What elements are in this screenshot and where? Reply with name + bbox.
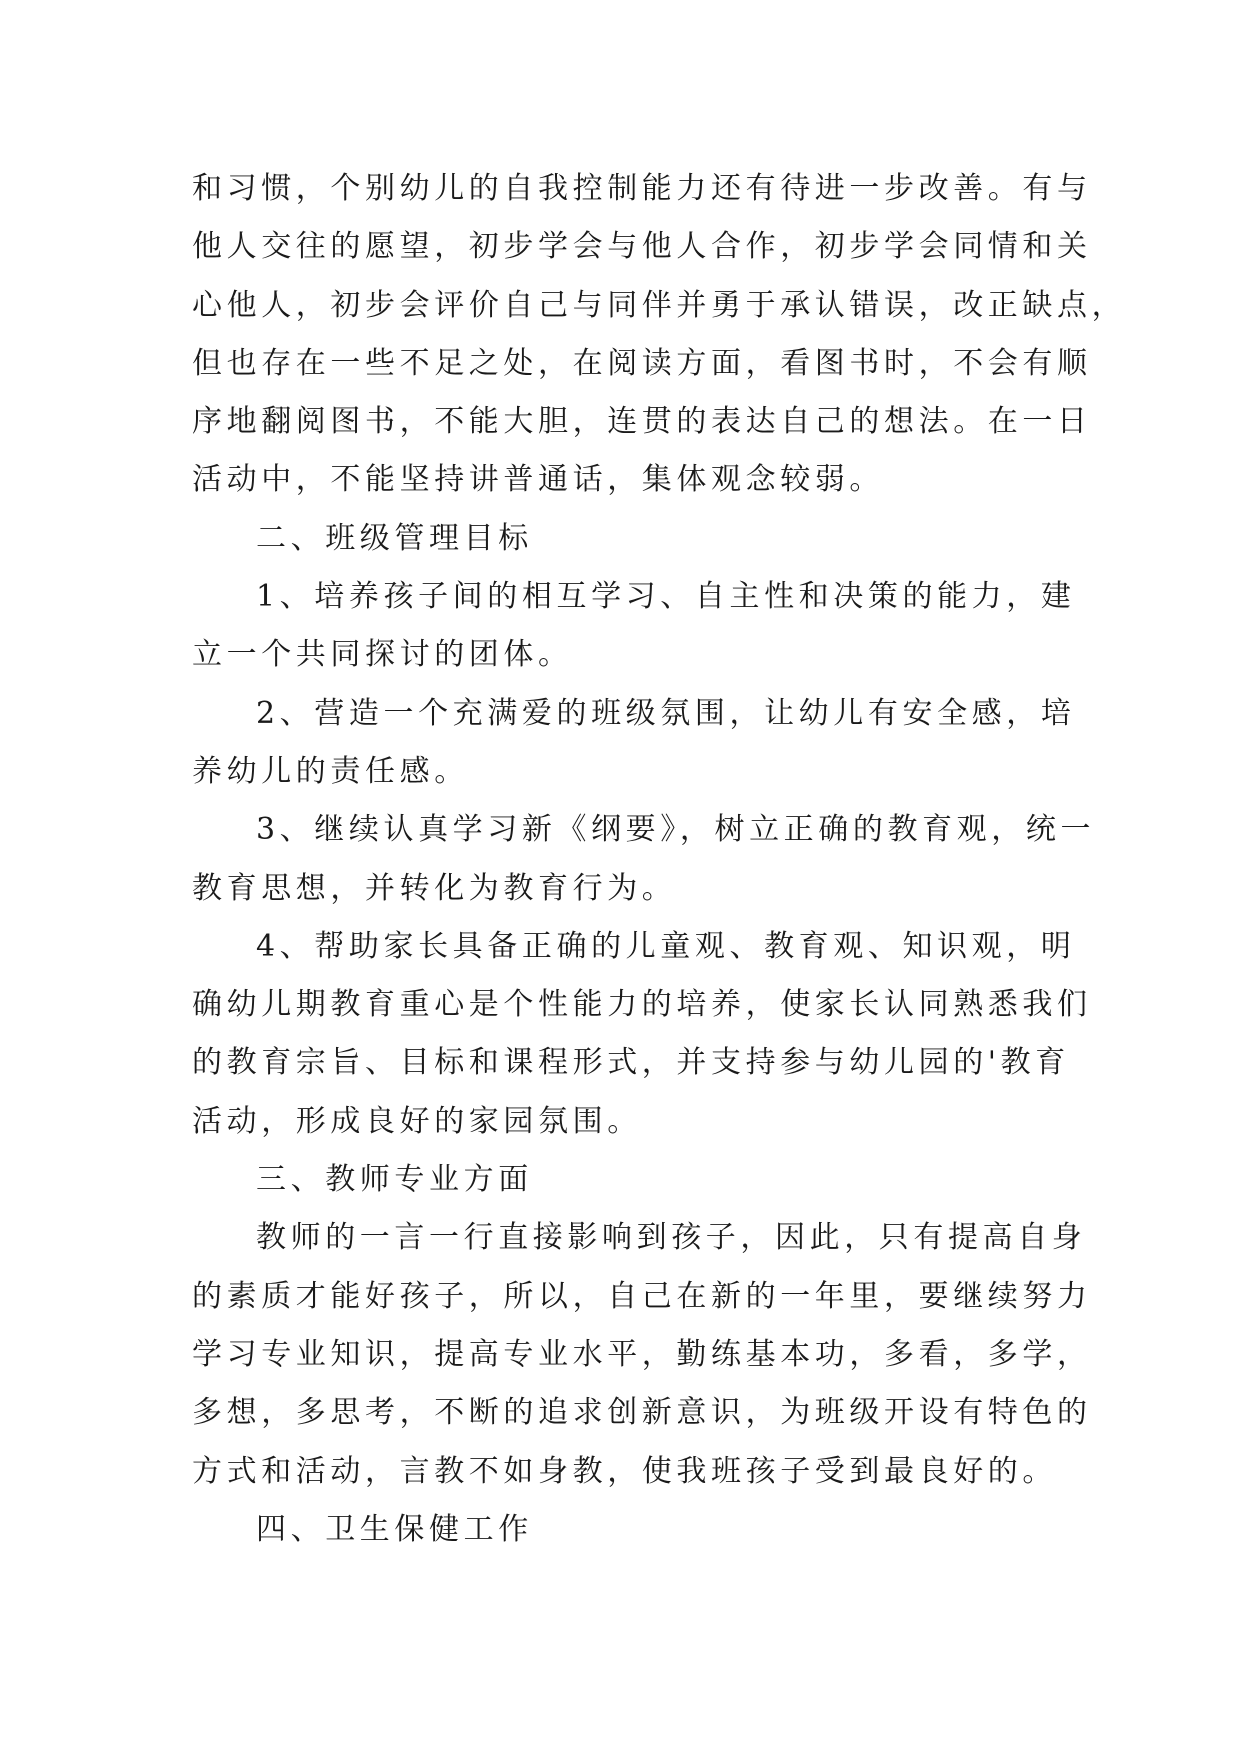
text-line: 和习惯，个别幼儿的自我控制能力还有待进一步改善。有与: [192, 171, 1092, 206]
text-line: 但也存在一些不足之处，在阅读方面，看图书时，不会有顺: [192, 345, 1092, 381]
list-item: 2、营造一个充满爱的班级氛围，让幼儿有安全感，培: [256, 695, 1076, 731]
text-line: 方式和活动，言教不如身教，使我班孩子受到最良好的。: [192, 1453, 1057, 1489]
list-item: 4、帮助家长具备正确的儿童观、教育观、知识观，明: [256, 928, 1076, 964]
section-heading: 四、卫生保健工作: [256, 1511, 533, 1547]
section-heading: 三、教师专业方面: [256, 1162, 533, 1198]
text-line: 序地翻阅图书，不能大胆，连贯的表达自己的想法。在一日: [192, 404, 1092, 440]
paragraph-start: 教师的一言一行直接影响到孩子，因此，只有提高自身: [256, 1220, 1087, 1256]
text-line: 活动中，不能坚持讲普通话，集体观念较弱。: [192, 462, 884, 498]
text-line: 多想，多思考，不断的追求创新意识，为班级开设有特色的: [192, 1395, 1092, 1431]
document-body: [192, 160, 1127, 1559]
text-line: 活动，形成良好的家园氛围。: [192, 1103, 642, 1139]
text-line: 确幼儿期教育重心是个性能力的培养，使家长认同熟悉我们: [192, 987, 1092, 1023]
section-heading: 二、班级管理目标: [256, 520, 533, 556]
list-item: 1、培养孩子间的相互学习、自主性和决策的能力，建: [256, 579, 1076, 615]
text-line: 养幼儿的责任感。: [192, 753, 469, 789]
text-line: 教育思想，并转化为教育行为。: [192, 870, 677, 906]
list-item: 3、继续认真学习新《纲要》，树立正确的教育观，统一: [256, 812, 1096, 848]
text-line: 立一个共同探讨的团体。: [192, 637, 573, 673]
text-line: 的教育宗旨、目标和课程形式，并支持参与幼儿园的'教育: [192, 1045, 1070, 1081]
text-line: 的素质才能好孩子，所以，自己在新的一年里，要继续努力: [192, 1278, 1092, 1314]
text-line: 心他人，初步会评价自己与同伴并勇于承认错误，改正缺点，: [192, 287, 1127, 323]
text-line: 学习专业知识，提高专业水平，勤练基本功，多看，多学，: [192, 1336, 1092, 1372]
text-line: 他人交往的愿望，初步学会与他人合作，初步学会同情和关: [192, 229, 1092, 265]
